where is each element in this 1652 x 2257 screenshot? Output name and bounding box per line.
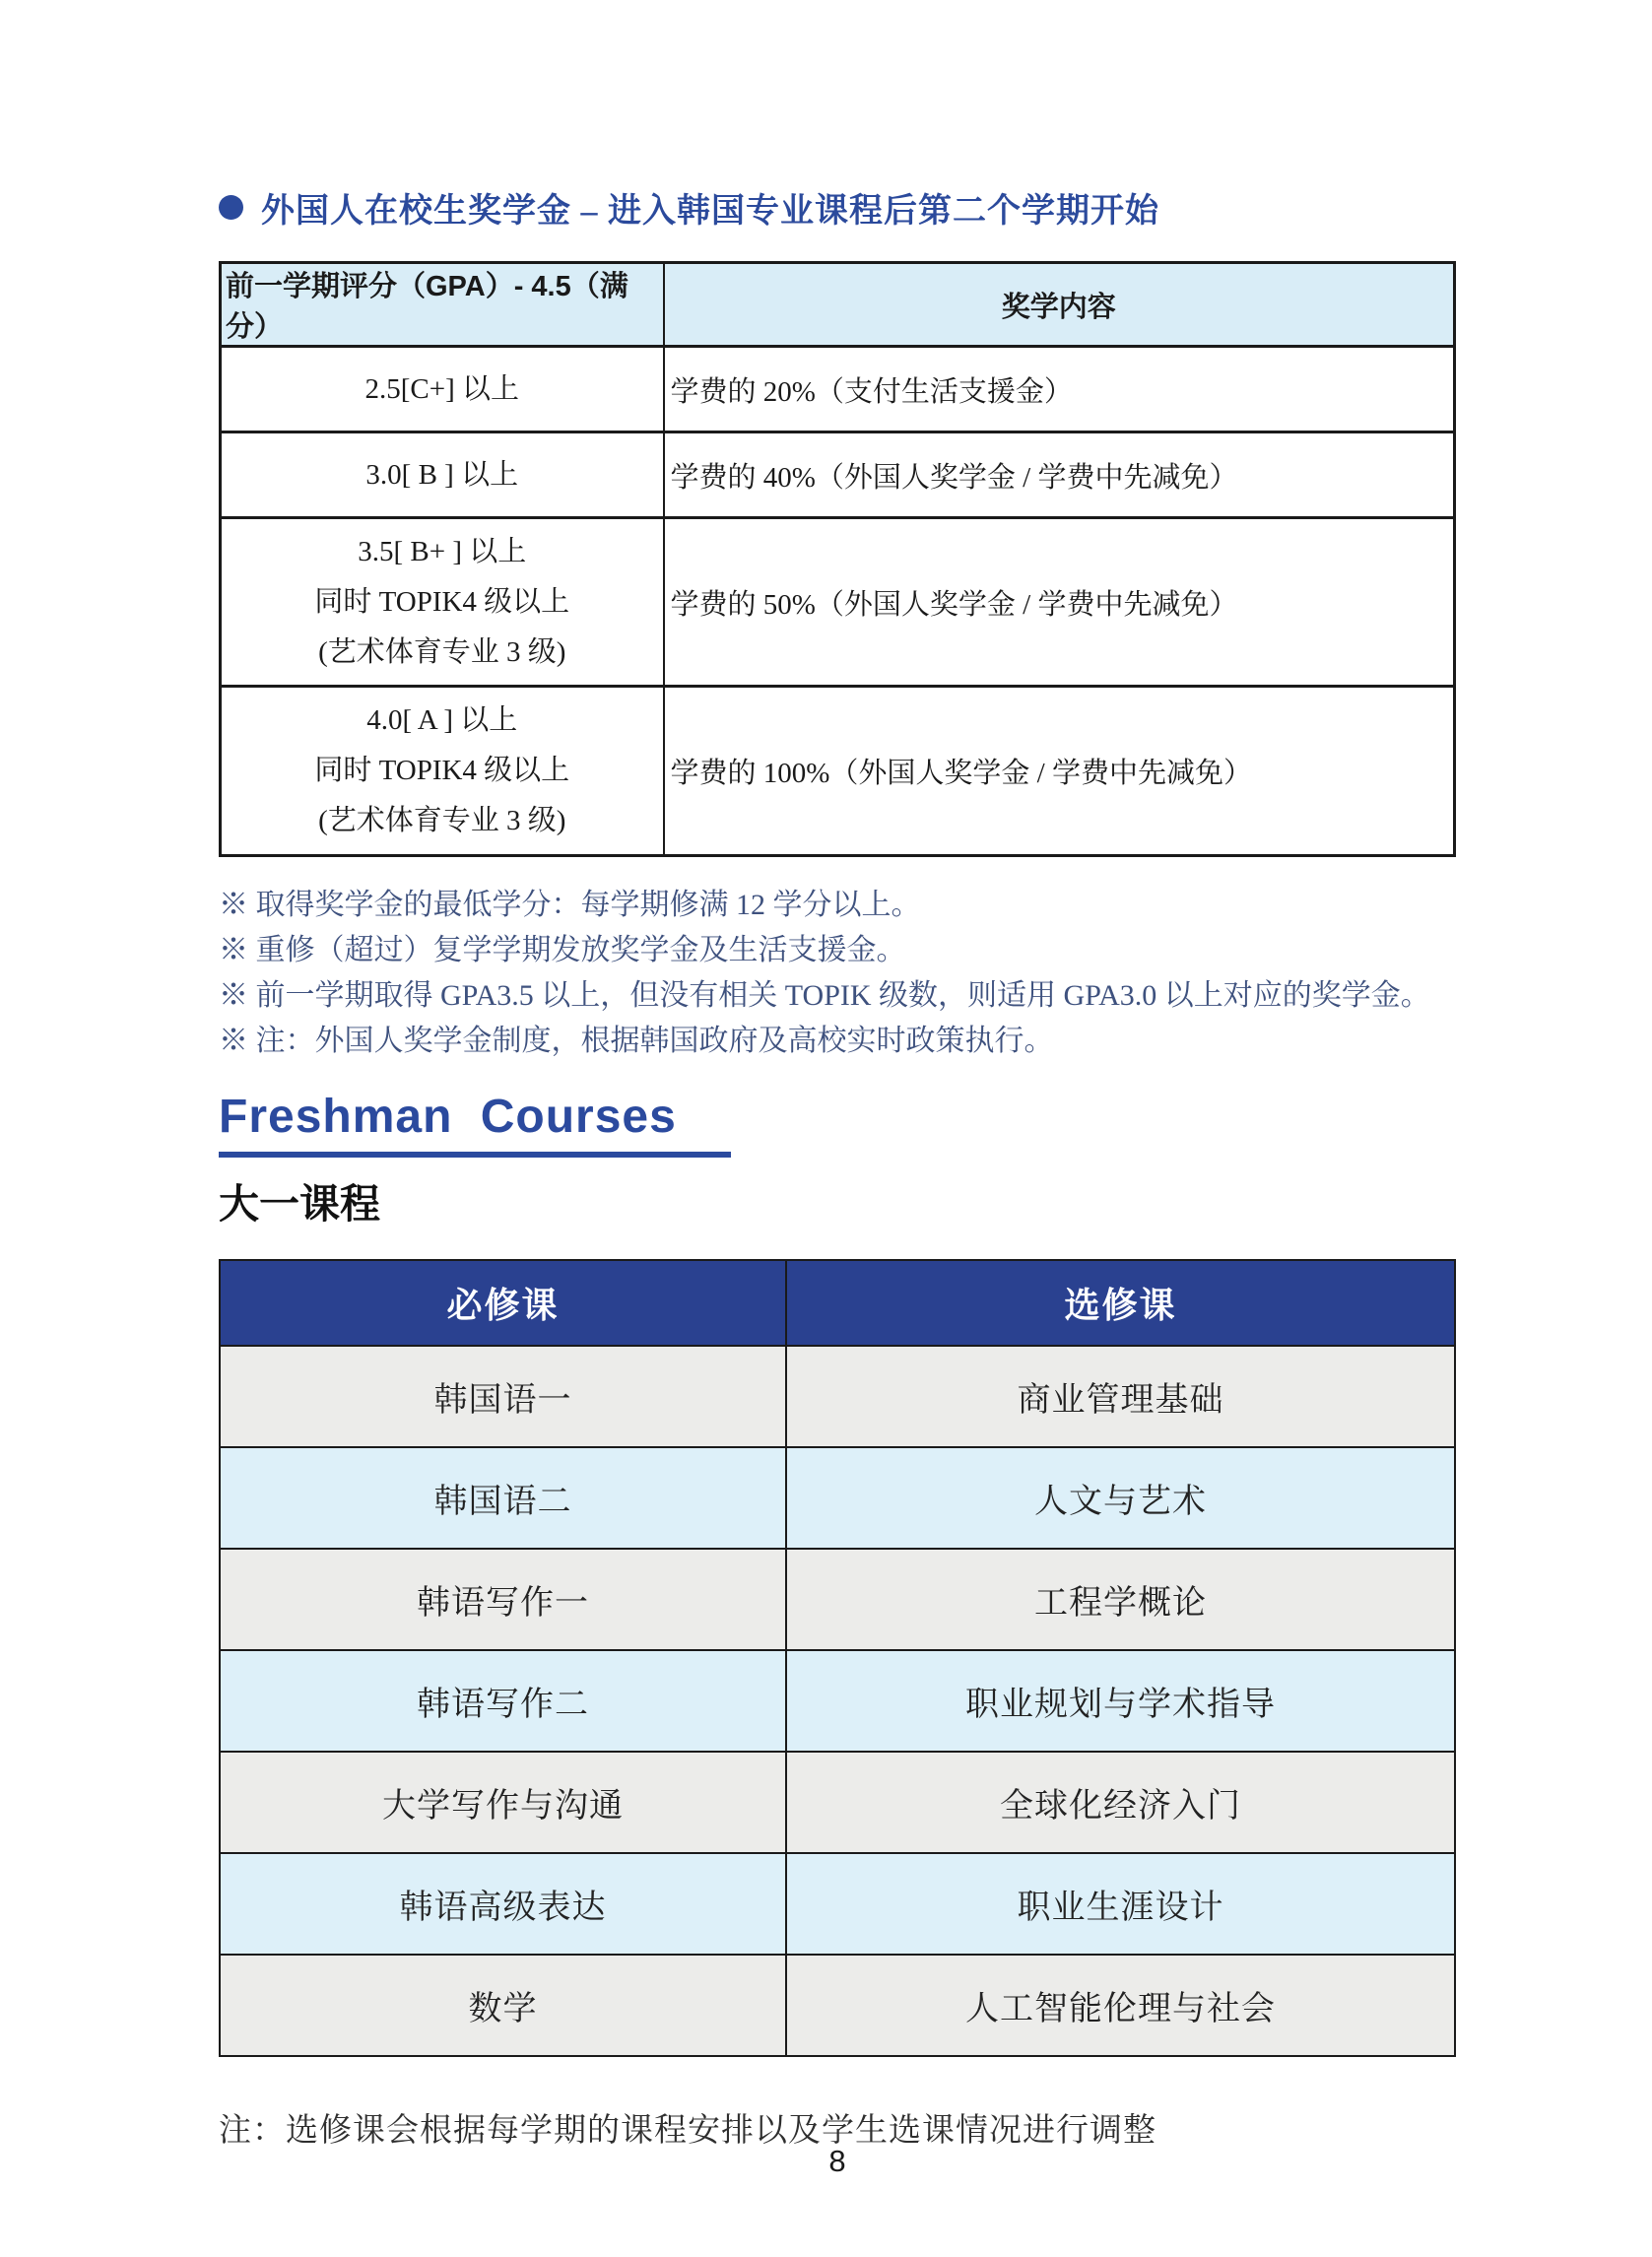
- freshman-courses-table: [219, 1259, 1456, 2057]
- note-line: ※ 前一学期取得 GPA3.5 以上，但没有相关 TOPIK 级数，则适用 GPA3.0 以上对应的奖学金。: [219, 978, 1430, 1012]
- elective-course-cell: 工程学概论: [786, 1549, 1455, 1650]
- table-row: [221, 432, 1455, 518]
- criteria-line: (艺术体育专业 3 级): [318, 635, 566, 668]
- note-line: ※ 取得奖学金的最低学分：每学期修满 12 学分以上。: [219, 888, 921, 921]
- required-course-cell: 大学写作与沟通: [220, 1752, 786, 1853]
- required-course-cell: 韩国语一: [220, 1346, 786, 1447]
- note-line: ※ 注：外国人奖学金制度，根据韩国政府及高校实时政策执行。: [219, 1024, 1054, 1057]
- heading-underline: [219, 1152, 731, 1158]
- criteria-cell: [221, 432, 664, 518]
- required-courses-header: 必修课: [220, 1260, 786, 1346]
- criteria-cell: [221, 347, 664, 432]
- courses-header-row: [220, 1260, 1455, 1346]
- criteria-line: 同时 TOPIK4 级以上: [314, 755, 570, 786]
- elective-course-cell: 人文与艺术: [786, 1447, 1455, 1549]
- scholarship-section-title: [219, 183, 1456, 232]
- note-line: ※ 重修（超过）复学学期发放奖学金及生活支援金。: [219, 933, 906, 966]
- elective-course-cell: 职业生涯设计: [786, 1853, 1455, 1955]
- required-course-cell: 韩语高级表达: [220, 1853, 786, 1955]
- freshman-courses-heading-zh: 大一课程: [219, 1180, 380, 1227]
- page-content: [219, 0, 1456, 2151]
- table-row: [220, 1346, 1455, 1447]
- scholarship-title-text: 外国人在校生奖学金 – 进入韩国专业课程后第二个学期开始: [261, 193, 1159, 230]
- criteria-line: 4.0[ A ] 以上: [366, 704, 518, 737]
- elective-courses-header: 选修课: [786, 1260, 1455, 1346]
- criteria-line: 3.0[ B ] 以上: [365, 458, 519, 491]
- benefit-cell: 学费的 40%（外国人奖学金 / 学费中先减免）: [664, 432, 1455, 518]
- table-row: [220, 1955, 1455, 2056]
- elective-course-cell: 职业规划与学术指导: [786, 1650, 1455, 1752]
- table-row: [220, 1549, 1455, 1650]
- elective-course-cell: 全球化经济入门: [786, 1752, 1455, 1853]
- criteria-line: 2.5[C+] 以上: [364, 372, 519, 405]
- table-row: [221, 518, 1455, 687]
- required-course-cell: 数学: [220, 1955, 786, 2056]
- criteria-cell: [221, 518, 664, 687]
- criteria-line: (艺术体育专业 3 级): [318, 804, 566, 836]
- table-row: [221, 347, 1455, 432]
- page-number: 8: [828, 2144, 846, 2178]
- table-row: [220, 1752, 1455, 1853]
- criteria-line: 3.5[ B+ ] 以上: [358, 536, 527, 567]
- benefit-header: 奖学内容: [664, 263, 1455, 347]
- benefit-cell: 学费的 50%（外国人奖学金 / 学费中先减免）: [664, 518, 1455, 687]
- table-row: [221, 687, 1455, 855]
- criteria-line: 同时 TOPIK4 级以上: [314, 585, 570, 618]
- required-course-cell: 韩语写作二: [220, 1650, 786, 1752]
- scholarship-table: [219, 261, 1456, 857]
- freshman-courses-heading-en: Freshman Courses: [219, 1090, 677, 1143]
- criteria-cell: [221, 687, 664, 855]
- required-course-cell: 韩语写作一: [220, 1549, 786, 1650]
- scholarship-notes: [219, 883, 1456, 1064]
- elective-course-cell: 商业管理基础: [786, 1346, 1455, 1447]
- courses-adjustment-note: 注：选修课会根据每学期的课程安排以及学生选课情况进行调整: [219, 2112, 1156, 2149]
- table-row: [220, 1853, 1455, 1955]
- table-row: [220, 1447, 1455, 1549]
- required-course-cell: 韩国语二: [220, 1447, 786, 1549]
- gpa-criteria-header: 前一学期评分（GPA）- 4.5（满分）: [221, 263, 664, 347]
- elective-course-cell: 人工智能伦理与社会: [786, 1955, 1455, 2056]
- table-row: [220, 1650, 1455, 1752]
- benefit-cell: 学费的 100%（外国人奖学金 / 学费中先减免）: [664, 687, 1455, 855]
- bullet-icon: [219, 195, 243, 220]
- benefit-cell: 学费的 20%（支付生活支援金）: [664, 347, 1455, 432]
- scholarship-header-row: [221, 263, 1455, 347]
